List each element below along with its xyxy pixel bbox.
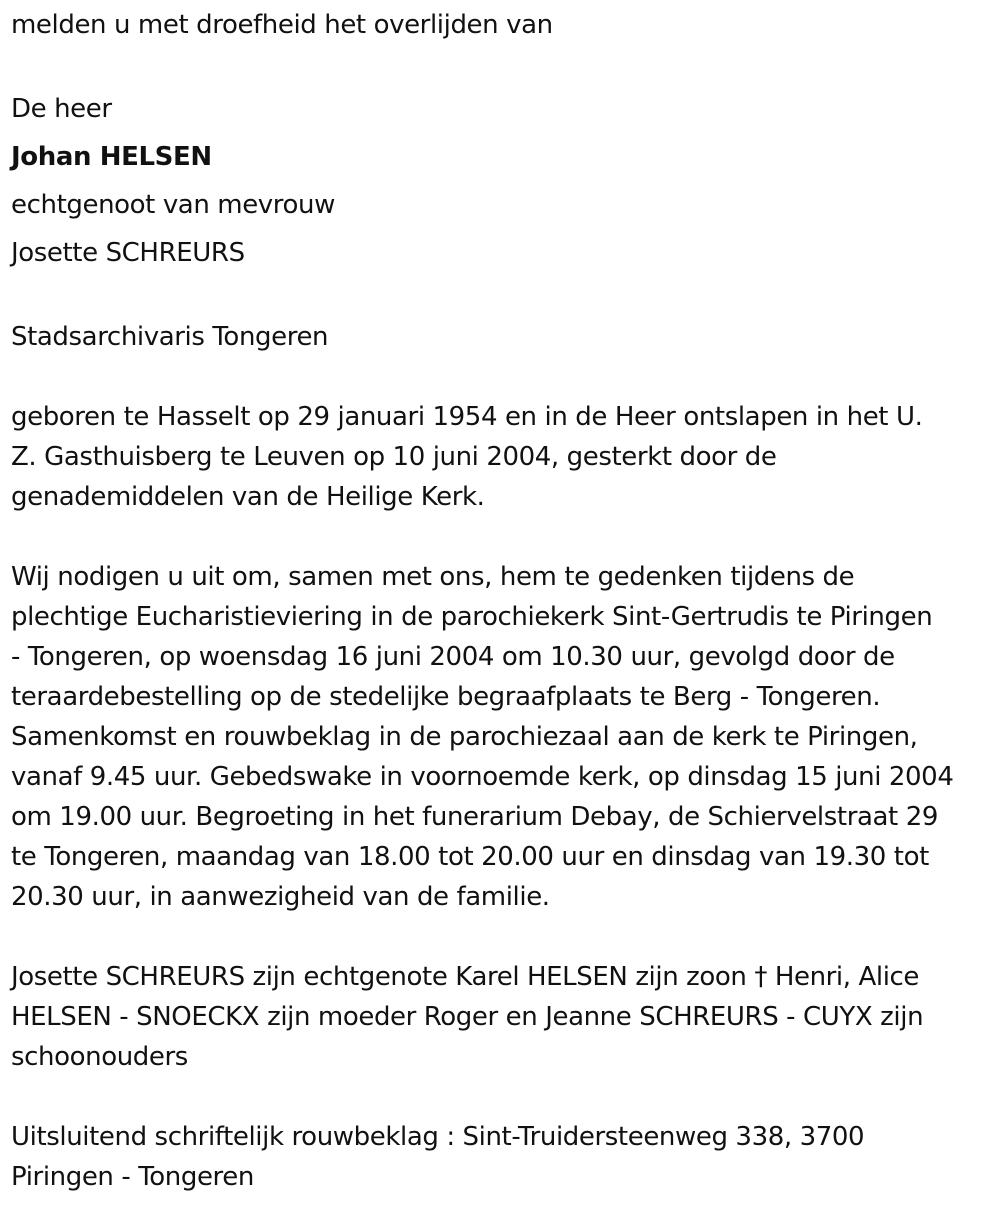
profession: Stadsarchivaris Tongeren bbox=[11, 322, 329, 352]
paragraph-line: plechtige Eucharistieviering in de parochiekerk Sint-Gertrudis te Piringen bbox=[11, 602, 933, 632]
paragraph-line: 20.30 uur, in aanwezigheid van de familie. bbox=[11, 882, 550, 912]
paragraph-line: schoonouders bbox=[11, 1042, 188, 1072]
paragraph-line: teraardebestelling op de stedelijke begraafplaats te Berg - Tongeren. bbox=[11, 682, 881, 712]
paragraph-line: Uitsluitend schriftelijk rouwbeklag : Sint-Truidersteenweg 338, 3700 bbox=[11, 1122, 865, 1152]
spouse-name: Josette SCHREURS bbox=[11, 238, 245, 268]
paragraph-line: om 19.00 uur. Begroeting in het funerarium Debay, de Schiervelstraat 29 bbox=[11, 802, 938, 832]
spacer bbox=[11, 277, 993, 317]
paragraph-line: geboren te Hasselt op 29 januari 1954 en in de Heer ontslapen in het U. bbox=[11, 402, 923, 432]
intro-text: melden u met droefheid het overlijden van bbox=[11, 10, 553, 40]
paragraph-line: Samenkomst en rouwbeklag in de parochiezaal aan de kerk te Piringen, bbox=[11, 722, 918, 752]
condolences-paragraph bbox=[11, 1117, 993, 1197]
paragraph-line: HELSEN - SNOECKX zijn moeder Roger en Jeanne SCHREURS - CUYX zijn bbox=[11, 1002, 924, 1032]
paragraph-line: Z. Gasthuisberg te Leuven op 10 juni 2004, gesterkt door de bbox=[11, 442, 777, 472]
paragraph-line: - Tongeren, op woensdag 16 juni 2004 om 10.30 uur, gevolgd door de bbox=[11, 642, 895, 672]
paragraph-line: genademiddelen van de Heilige Kerk. bbox=[11, 482, 485, 512]
spacer bbox=[11, 517, 993, 557]
spacer bbox=[11, 357, 993, 397]
paragraph-line: te Tongeren, maandag van 18.00 tot 20.00 uur en dinsdag van 19.30 tot bbox=[11, 842, 929, 872]
paragraph-line: Josette SCHREURS zijn echtgenote Karel HELSEN zijn zoon † Henri, Alice bbox=[11, 962, 920, 992]
deceased-title: De heer bbox=[11, 94, 112, 124]
invitation-paragraph bbox=[11, 557, 993, 917]
birth-death-paragraph bbox=[11, 397, 993, 517]
paragraph-line: Piringen - Tongeren bbox=[11, 1162, 254, 1192]
spacer bbox=[11, 917, 993, 957]
paragraph-line: Wij nodigen u uit om, samen met ons, hem te gedenken tijdens de bbox=[11, 562, 855, 592]
spouse-prefix: echtgenoot van mevrouw bbox=[11, 190, 335, 220]
spacer bbox=[11, 1077, 993, 1117]
family-paragraph bbox=[11, 957, 993, 1077]
deceased-name: Johan HELSEN bbox=[11, 142, 212, 172]
death-notice bbox=[11, 0, 993, 1197]
paragraph-line: vanaf 9.45 uur. Gebedswake in voornoemde kerk, op dinsdag 15 juni 2004 bbox=[11, 762, 954, 792]
spacer bbox=[11, 45, 993, 85]
